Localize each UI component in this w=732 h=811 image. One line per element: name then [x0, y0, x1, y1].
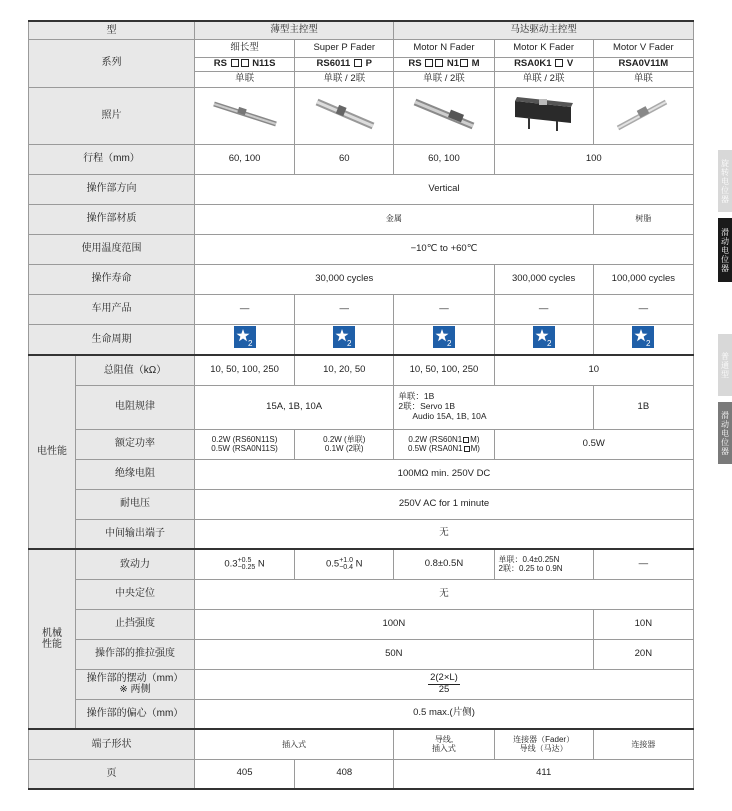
force-value-5: —	[593, 549, 693, 579]
travel-value-45: 100	[494, 144, 693, 174]
insulation-label: 绝缘电阻	[75, 459, 194, 489]
direction-value: Vertical	[194, 174, 693, 204]
stop-label: 止挡强度	[75, 609, 194, 639]
terminal-value-12: 插入式	[194, 729, 393, 759]
center-tap-label: 中间输出端子	[75, 519, 194, 549]
model-units-1: 单联	[194, 71, 294, 87]
force-value-4: 单联：0.4±0.25N 2联：0.25 to 0.9N	[494, 549, 593, 579]
offset-label: 操作部的偏心（mm）	[75, 699, 194, 729]
wobble-label: 操作部的摆动（mm） ※ 两侧	[75, 669, 194, 699]
taper-value-5: 1B	[593, 385, 693, 429]
resistance-value-2: 10, 20, 50	[295, 355, 394, 385]
model-name-5: Motor V Fader	[593, 39, 693, 57]
svg-text:2: 2	[247, 339, 253, 349]
side-tab-slide[interactable]: 滑动电位器	[718, 218, 732, 282]
lifecycle-badge-3	[394, 324, 494, 355]
spec-table	[28, 20, 694, 790]
model-name-4: Motor K Fader	[494, 39, 593, 57]
temp-value: −10℃ to +60℃	[194, 234, 693, 264]
direction-label: 操作部方向	[29, 174, 195, 204]
side-tab-standard[interactable]: 普通型	[718, 334, 732, 396]
resistance-value-45: 10	[494, 355, 693, 385]
travel-value-3: 60, 100	[394, 144, 494, 174]
resistance-value-3: 10, 50, 100, 250	[394, 355, 494, 385]
auto-value-5: —	[593, 294, 693, 324]
svg-text:2: 2	[446, 339, 452, 349]
product-photo-5	[593, 87, 693, 144]
wobble-value: $\frac{2(2\times L)}{25}$	[194, 669, 693, 699]
svg-text:2: 2	[347, 339, 352, 349]
series-label: 系列	[29, 39, 195, 87]
terminal-label: 端子形状	[29, 729, 195, 759]
svg-text:2: 2	[646, 339, 651, 349]
side-tab-rotary[interactable]: 旋转电位器	[718, 150, 732, 212]
voltage-label: 耐电压	[75, 489, 194, 519]
taper-value-34: 单联：1B 2联：Servo 1B Audio 15A, 1B, 10A	[394, 385, 593, 429]
svg-text:2: 2	[546, 339, 552, 349]
auto-value-4: —	[494, 294, 593, 324]
model-code-4: RSA0K1 V	[494, 57, 593, 71]
pushpull-value-5: 20N	[593, 639, 693, 669]
model-name-3: Motor N Fader	[394, 39, 494, 57]
force-value-2: 0.5 +1.0 −0.4 N	[295, 549, 394, 579]
terminal-value-3: 导线, 插入式	[394, 729, 494, 759]
resistance-label: 总阻值（kΩ）	[75, 355, 194, 385]
lifecycle-badge-5	[593, 324, 693, 355]
center-detent-value: 无	[194, 579, 693, 609]
product-photo-1	[194, 87, 294, 144]
pushpull-label: 操作部的推拉强度	[75, 639, 194, 669]
offset-value: 0.5 max.(片侧)	[194, 699, 693, 729]
model-name-2: Super P Fader	[295, 39, 394, 57]
life-label: 操作寿命	[29, 264, 195, 294]
material-metal: 金属	[194, 204, 593, 234]
lifecycle-badge-2	[295, 324, 394, 355]
power-label: 额定功率	[75, 429, 194, 459]
auto-value-3: —	[394, 294, 494, 324]
model-name-1: 细长型	[194, 39, 294, 57]
photo-label: 照片	[29, 87, 195, 144]
model-units-2: 单联 / 2联	[295, 71, 394, 87]
stop-value-1234: 100N	[194, 609, 593, 639]
power-value-1: 0.2W (RS60N11S) 0.5W (RSA0N11S)	[194, 429, 294, 459]
power-value-45: 0.5W	[494, 429, 693, 459]
pushpull-value-1234: 50N	[194, 639, 593, 669]
model-code-2: RS6011 P	[295, 57, 394, 71]
product-photo-4	[494, 87, 593, 144]
resistance-value-1: 10, 50, 100, 250	[194, 355, 294, 385]
page-link-411[interactable]: 411	[394, 759, 694, 789]
lifecycle-badge-4	[494, 324, 593, 355]
type-label: 型	[29, 21, 195, 39]
model-units-5: 单联	[593, 71, 693, 87]
center-detent-label: 中央定位	[75, 579, 194, 609]
lifecycle-label: 生命周期	[29, 324, 195, 355]
temp-label: 使用温度范围	[29, 234, 195, 264]
page-link-405[interactable]: 405	[194, 759, 294, 789]
taper-value-12: 15A, 1B, 10A	[194, 385, 393, 429]
force-value-3: 0.8±0.5N	[394, 549, 494, 579]
force-label: 致动力	[75, 549, 194, 579]
life-value-4: 300,000 cycles	[494, 264, 593, 294]
motor-group-header: 马达驱动主控型	[394, 21, 694, 39]
auto-label: 车用产品	[29, 294, 195, 324]
stop-value-5: 10N	[593, 609, 693, 639]
model-units-3: 单联 / 2联	[394, 71, 494, 87]
mech-group-label: 机械性能	[29, 549, 76, 729]
product-photo-3	[394, 87, 494, 144]
power-value-2: 0.2W (单联) 0.1W (2联)	[295, 429, 394, 459]
lifecycle-badge-1	[194, 324, 294, 355]
travel-value-1: 60, 100	[194, 144, 294, 174]
elec-group-label: 电性能	[29, 355, 76, 549]
model-code-3: RS N1 M	[394, 57, 494, 71]
auto-value-2: —	[295, 294, 394, 324]
product-photo-2	[295, 87, 394, 144]
terminal-value-4: 连接器（Fader） 导线（马达）	[494, 729, 593, 759]
model-code-5: RSA0V11M	[593, 57, 693, 71]
center-tap-value: 无	[194, 519, 693, 549]
model-code-1: RS N11S	[194, 57, 294, 71]
auto-value-1: —	[194, 294, 294, 324]
material-label: 操作部材质	[29, 204, 195, 234]
travel-label: 行程（mm）	[29, 144, 195, 174]
life-value-5: 100,000 cycles	[593, 264, 693, 294]
voltage-value: 250V AC for 1 minute	[194, 489, 693, 519]
taper-label: 电阻规律	[75, 385, 194, 429]
life-value-123: 30,000 cycles	[194, 264, 494, 294]
travel-value-2: 60	[295, 144, 394, 174]
terminal-value-5: 连接器	[593, 729, 693, 759]
power-value-3: 0.2W (RS60N1 M) 0.5W (RSA0N1 M)	[394, 429, 494, 459]
page-link-408[interactable]: 408	[295, 759, 394, 789]
insulation-value: 100MΩ min. 250V DC	[194, 459, 693, 489]
side-tab-slide-2[interactable]: 滑动电位器	[718, 402, 732, 464]
material-resin: 树脂	[593, 204, 693, 234]
force-value-1: 0.3 +0.5 −0.25 N	[194, 549, 294, 579]
model-units-4: 单联 / 2联	[494, 71, 593, 87]
thin-group-header: 薄型主控型	[194, 21, 393, 39]
page-label: 页	[29, 759, 195, 789]
